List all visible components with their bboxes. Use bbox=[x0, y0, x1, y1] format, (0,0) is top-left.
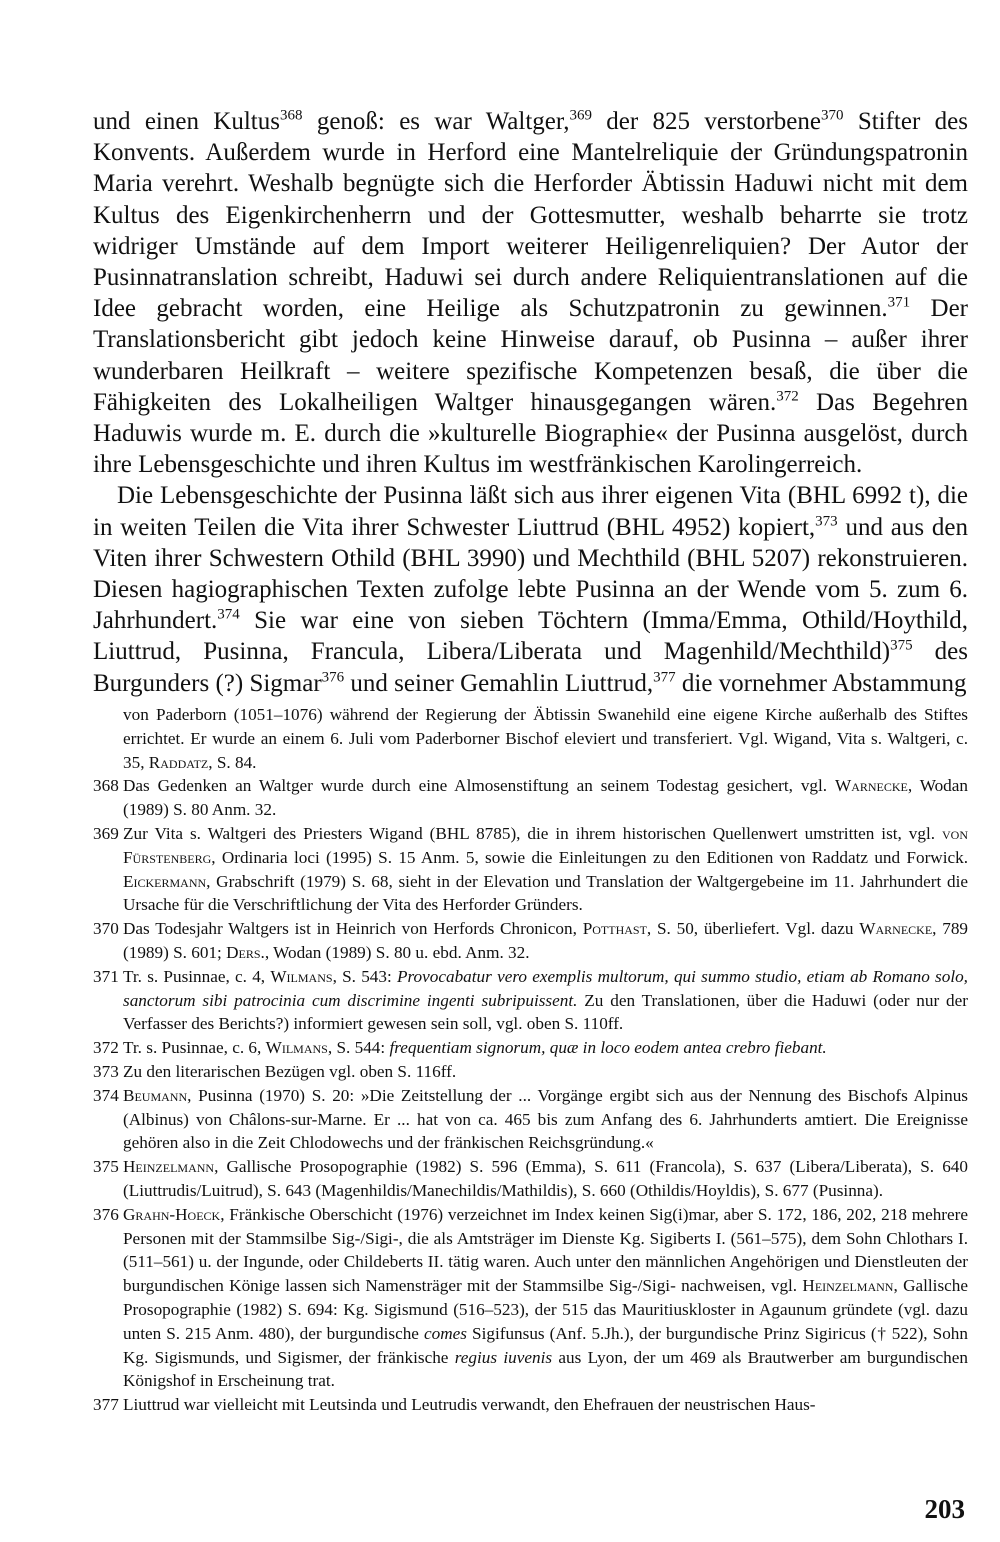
italic-quote: comes bbox=[424, 1323, 467, 1343]
footnote-reference: 371 bbox=[887, 294, 911, 311]
text-run: , S. 543: bbox=[332, 966, 397, 986]
footnote-reference: 376 bbox=[321, 669, 345, 686]
text-run: , Wodan (1989) S. 80 Anm. 32. bbox=[123, 776, 968, 820]
footnote bbox=[93, 703, 968, 774]
footnote bbox=[93, 965, 968, 1036]
text-run: Zur Vita s. Waltgeri des Priesters Wigand (BHL 8785), die in ihrem historischen Quellenwert umstritten ist, vgl. bbox=[123, 823, 942, 843]
footnote-reference: 377 bbox=[653, 669, 676, 686]
text-run: , S. 544: bbox=[327, 1038, 390, 1058]
text-run: Das Gedenken an Waltger wurde durch eine Almosenstiftung an seinem Todestag gesichert, vgl. bbox=[123, 776, 835, 796]
footnote bbox=[93, 1036, 968, 1060]
text-run: des Burgunders (?) Sigmar bbox=[93, 638, 968, 697]
text-run: und einen Kultus bbox=[93, 108, 280, 135]
text-run: , Ordinaria loci (1995) S. 15 Anm. 5, sowie die Einleitungen zu den Editionen von Raddatz und Forwick. bbox=[211, 847, 968, 867]
author-name: Wilmans bbox=[265, 1038, 328, 1058]
text-run: , Pusinna (1970) S. 20: »Die Zeitstellung der ... Vorgänge ergibt sich aus der Nennung des Bischofs Alpinus (Albinus) von Châlons-sur-Marne. Er ... hat von ca. 465 bis zum Anfang des 6. Jahrhunderts amtiert. Die Ereignisse gehören also in die Zeit Chlodowechs und der fränkischen Reichsgründung.« bbox=[123, 1085, 968, 1153]
footnote-reference: 373 bbox=[815, 513, 838, 530]
footnote-reference: 372 bbox=[776, 388, 799, 405]
text-run: Liuttrud war vielleicht mit Leutsinda und Leutrudis verwandt, den Ehefrauen der neustrischen Haus- bbox=[123, 1395, 816, 1415]
footnote-reference: 370 bbox=[820, 107, 844, 124]
footnote bbox=[93, 774, 968, 822]
footnote-reference: 368 bbox=[279, 107, 303, 124]
text-run: Tr. s. Pusinnae, c. 6, bbox=[123, 1038, 266, 1058]
author-name: Raddatz bbox=[148, 752, 209, 772]
footnote bbox=[93, 1393, 968, 1417]
author-name: Potthast bbox=[582, 919, 647, 939]
footnote bbox=[93, 1060, 968, 1084]
text-run: , S. 50, überliefert. Vgl. dazu bbox=[646, 919, 860, 939]
footnote-number: 373 bbox=[93, 1061, 119, 1081]
footnotes bbox=[93, 703, 968, 1417]
main-paragraph-1 bbox=[93, 106, 968, 480]
text-run: Sigifunsus (Anf. 5.Jh.), der burgundische Prinz Sigiricus († 522), Sohn Kg. Sigismunds, und Sigismer, der fränkische bbox=[123, 1323, 968, 1367]
footnote bbox=[93, 1084, 968, 1155]
text-run: Zu den literarischen Bezügen vgl. oben S. 116ff. bbox=[123, 1061, 457, 1081]
footnote bbox=[93, 1203, 968, 1393]
footnote-number: 368 bbox=[93, 776, 119, 796]
text-run: , Gallische Prosopographie (1982) S. 596 (Emma), S. 611 (Francola), S. 637 (Libera/Liberata), S. 640 (Liuttrudis/Luitrud), S. 643 (Magenhildis/Manechildis/Mathildis), S. 660 (Othildis/Hoyldis), S. 677 (Pusinna). bbox=[123, 1157, 968, 1200]
footnote-number: 376 bbox=[93, 1204, 119, 1224]
main-paragraph-2 bbox=[93, 480, 968, 698]
italic-quote: regius iuvenis bbox=[454, 1347, 553, 1367]
footnote-reference: 369 bbox=[569, 107, 592, 124]
text-run: Die Lebensgeschichte der Pusinna läßt sich aus ihrer eigenen Vita (BHL 6992 t), die in weiten Teilen die Vita ihrer Schwester Liuttrud (BHL 4952) kopiert, bbox=[93, 482, 968, 541]
text-run: , S. 84. bbox=[208, 752, 257, 772]
author-name: Wilmans bbox=[270, 966, 333, 986]
footnote-number: 370 bbox=[93, 919, 119, 939]
text-run: genoß: es war Waltger, bbox=[302, 108, 570, 135]
footnote-number: 377 bbox=[93, 1395, 119, 1415]
text-run: der 825 verstorbene bbox=[591, 108, 821, 135]
text-run: Tr. s. Pusinnae, c. 4, bbox=[123, 966, 271, 986]
text-run: aus Lyon, der um 469 als Brautwerber am burgundischen Königshof in Erscheinung trat. bbox=[123, 1347, 968, 1391]
footnote bbox=[93, 822, 968, 917]
text-run: Sie war eine von sieben Töchtern (Imma/Emma, Othild/Hoythild, Liuttrud, Pusinna, Francula, Libera/Liberata und Magenhild/Mechthild) bbox=[93, 607, 968, 666]
author-name: Heinzelmann bbox=[802, 1276, 894, 1296]
page-number: 203 bbox=[924, 1494, 965, 1524]
author-name: von Fürstenberg bbox=[123, 823, 968, 867]
author-name: Beumann bbox=[123, 1085, 188, 1105]
text-run: und seiner Gemahlin Liuttrud, bbox=[344, 669, 654, 697]
text-run: , Wodan (1989) S. 80 u. ebd. Anm. 32. bbox=[264, 942, 530, 962]
author-name: Heinzelmann bbox=[123, 1157, 215, 1177]
text-run: , Grabschrift (1979) S. 68, sieht in der Elevation und Translation der Waltgergebeine im 11. Jahrhundert die Ursache für die Verschriftlichung der Vita des Herforder Gründers. bbox=[123, 871, 968, 915]
author-name: Warnecke bbox=[859, 919, 933, 939]
main-text bbox=[93, 106, 968, 699]
text-run: Der Translationsbericht gibt jedoch keine Hinweise darauf, ob Pusinna – außer ihrer wunderbaren Heilkraft – weitere spezifische Kompetenzen besaß, die über die Fähigkeiten des Lokalheiligen Waltger hinausgegangen wären. bbox=[93, 295, 968, 416]
footnote-number: 375 bbox=[93, 1157, 119, 1177]
text-run: die vornehmer Abstammung bbox=[675, 669, 967, 697]
author-name: Grahn-Hoeck bbox=[123, 1204, 221, 1224]
author-name: Ders. bbox=[226, 942, 265, 962]
footnote bbox=[93, 917, 968, 965]
footnote bbox=[93, 1155, 968, 1203]
italic-quote: Provocabatur vero exemplis multorum, qui summo studio, etiam ab Romano solo, sanctorum sibi patrocinia cum discrimine ingenti subripuissent. bbox=[123, 966, 968, 1010]
text-run: Das Begehren Haduwis wurde m. E. durch die »kulturelle Biographie« der Pusinna ausgelöst, durch ihre Lebensgeschichte und ihren Kultus im westfränkischen Karolingerreich. bbox=[93, 388, 968, 479]
footnote-number: 372 bbox=[93, 1038, 119, 1058]
text-run: Zu den Translationen, über die Haduwi (oder nur der Verfasser des Berichts?) informiert gewesen sein soll, vgl. oben S. 110ff. bbox=[123, 990, 968, 1034]
author-name: Warnecke bbox=[834, 776, 908, 796]
text-run: Stifter des Konvents. Außerdem wurde in Herford eine Mantelreliquie der Gründungspatronin Maria verehrt. Weshalb begnügte sich die Herforder Äbtissin Haduwi nicht mit dem Kultus des Eigenkirchenherrn und der Gottesmutter, weshalb beharrte sie trotz widriger Umstände auf dem Import weiterer Heiligenreliquien? Der Autor der Pusinnatranslation schreibt, Haduwi sei durch andere Reliquientranslationen auf die Idee gebracht worden, eine Heilige als Schutzpatronin zu gewinnen. bbox=[93, 108, 968, 323]
author-name: Eickermann bbox=[123, 871, 207, 891]
text-run: Das Todesjahr Waltgers ist in Heinrich von Herfords Chronicon, bbox=[123, 919, 583, 939]
text-run: von Paderborn (1051–1076) während der Regierung der Äbtissin Swanehild eine eigene Kirche außerhalb des Stiftes errichtet. Er wurde an einem 6. Juli vom Paderborner Bischof eleviert und transferiert. Vgl. Wigand, Vita s. Waltgeri, c. 35, bbox=[123, 705, 968, 772]
italic-quote: frequentiam signorum, quæ in loco eodem antea crebro fiebant. bbox=[389, 1038, 827, 1058]
footnote-reference: 374 bbox=[217, 606, 240, 623]
text-run: , Gallische Prosopographie (1982) S. 694: Kg. Sigismund (516–523), der 515 das Mauritiuskloster in Agaunum gründete (vgl. dazu unten S. 215 Anm. 480), der burgundische bbox=[123, 1276, 968, 1343]
footnote-number: 371 bbox=[93, 966, 119, 986]
text-run: , Fränkische Oberschicht (1976) verzeichnet im Index keinen Sig(i)mar, aber S. 172, 186, 202, 218 mehrere Personen mit der Stammsilbe Sig-/Sigi-, die als Amtsträger im Dienste Kg. Sigiberts I. (561–575), dem Sohn Chlothars I. (511–561) u. der Ingunde, oder Childeberts II. tätig waren. Auch unter den männlichen Angehörigen und Dienstleuten der burgundischen Könige lassen sich Namensträger mit der Stammsilbe Sig-/Sigi- nachweisen, vgl. bbox=[123, 1204, 968, 1296]
footnote-number: 369 bbox=[93, 823, 119, 843]
text-run: und aus den Viten ihrer Schwestern Othild (BHL 3990) und Mechthild (BHL 5207) rekonstruieren. Diesen hagiographischen Texten zufolge lebte Pusinna an der Wende vom 5. zum 6. Jahrhundert. bbox=[93, 513, 969, 635]
text-run: , 789 (1989) S. 601; bbox=[123, 919, 969, 962]
footnote-reference: 375 bbox=[890, 638, 913, 655]
footnote-number: 374 bbox=[93, 1085, 119, 1105]
